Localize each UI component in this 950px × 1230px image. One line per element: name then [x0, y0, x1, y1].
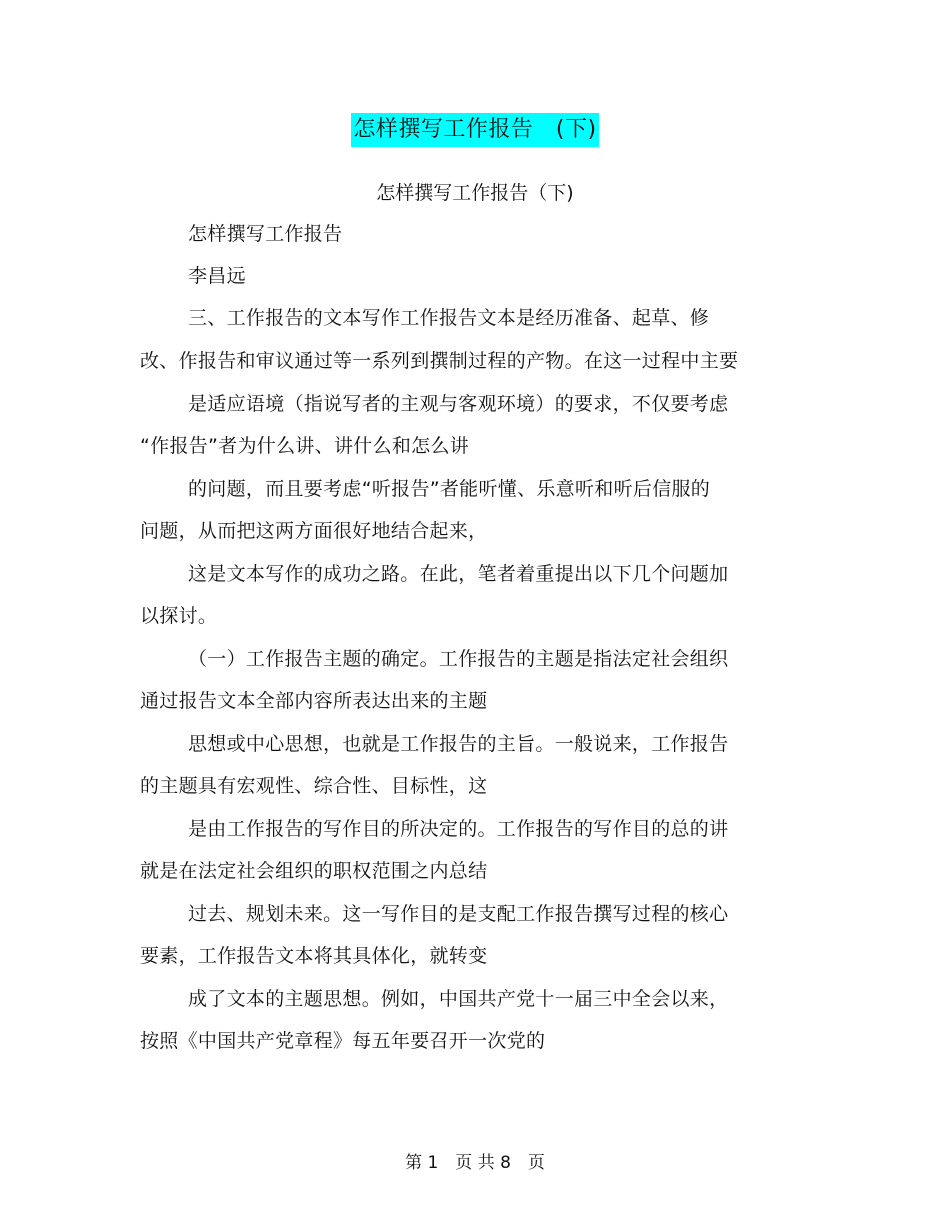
body-line: 是由工作报告的写作目的所决定的。工作报告的写作目的总的讲 [188, 818, 729, 840]
body-line: 是适应语境（指说写者的主观与客观环境）的要求，不仅要考虑 [188, 393, 729, 415]
body-line: 这是文本写作的成功之路。在此，笔者着重提出以下几个问题加 [188, 563, 729, 585]
body-line: 思想或中心思想，也就是工作报告的主旨。一般说来，工作报告 [188, 733, 729, 755]
body-line: 的问题，而且要考虑“听报告”者能听懂、乐意听和听后信服的 [188, 478, 711, 500]
body-line: 按照《中国共产党章程》每五年要召开一次党的 [140, 1030, 546, 1052]
document-title [0, 113, 950, 147]
body-line: 要素，工作报告文本将其具体化，就转变 [140, 945, 488, 967]
body-line: （一）工作报告主题的确定。工作报告的主题是指法定社会组织 [188, 648, 729, 670]
body-line: 以探讨。 [140, 605, 218, 627]
body-line: 的主题具有宏观性、综合性、目标性，这 [140, 775, 488, 797]
body-line: 问题，从而把这两方面很好地结合起来， [140, 520, 488, 542]
author-line: 李昌远 [188, 265, 246, 287]
body-line: “作报告”者为什么讲、讲什么和怎么讲 [140, 435, 470, 457]
document-subtitle: 怎样撰写工作报告（下) [376, 182, 574, 204]
page-number-footer: 第 1 页 共 8 页 [405, 1153, 545, 1173]
body-line: 过去、规划未来。这一写作目的是支配工作报告撰写过程的核心 [188, 903, 729, 925]
body-line: 通过报告文本全部内容所表达出来的主题 [140, 690, 488, 712]
highlighted-title-text: 怎样撰写工作报告 (下) [351, 113, 598, 147]
body-line: 成了文本的主题思想。例如，中国共产党十一届三中全会以来， [188, 988, 729, 1010]
body-line: 怎样撰写工作报告 [188, 223, 343, 245]
body-line: 改、作报告和审议通过等一系列到撰制过程的产物。在这一过程中主要 [140, 350, 739, 372]
body-line: 就是在法定社会组织的职权范围之内总结 [140, 860, 488, 882]
body-line: 三、工作报告的文本写作工作报告文本是经历准备、起草、修 [188, 307, 710, 329]
